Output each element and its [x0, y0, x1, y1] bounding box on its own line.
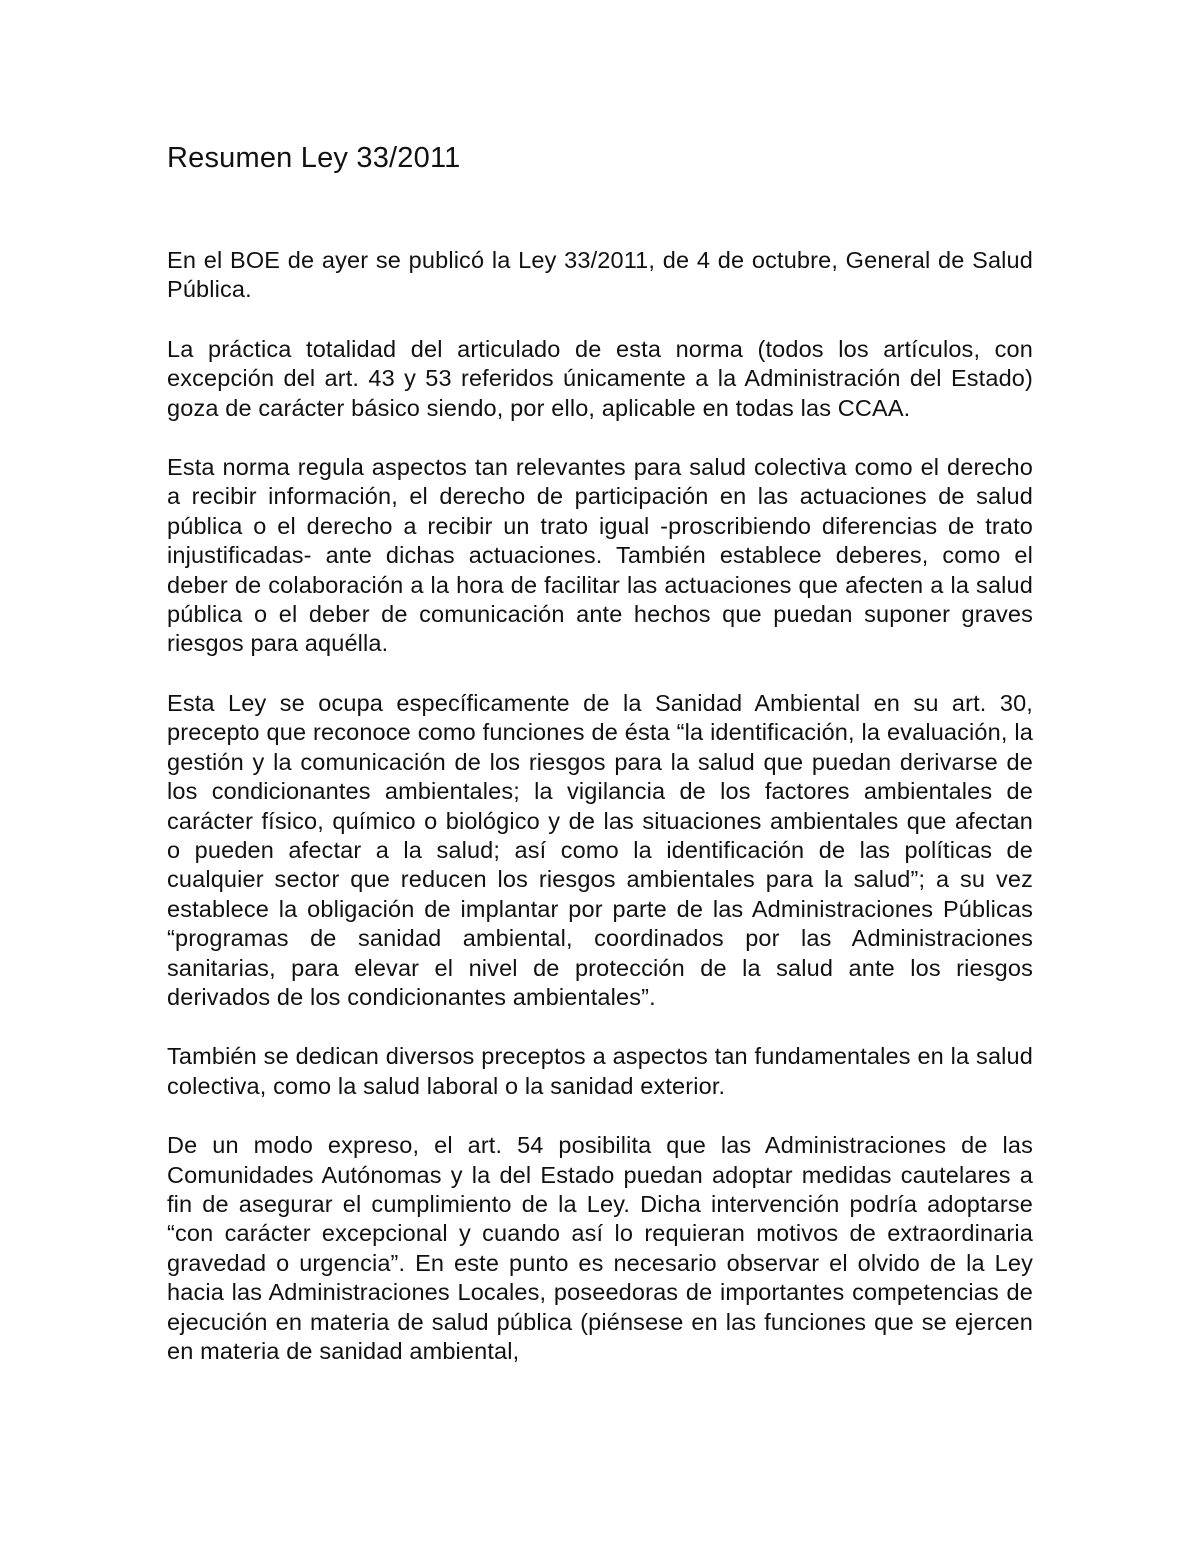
paragraph-occupational-health: También se dedican diversos preceptos a aspectos tan fundamentales en la salud colectiva, como la salud laboral o la sanidad exterior. — [167, 1043, 1033, 1099]
paragraph-precautionary-measures: De un modo expreso, el art. 54 posibilita que las Administraciones de las Comunidades Autónomas y la del Estado puedan adoptar medidas cautelares a fin de asegurar el cumplimiento de la Ley. Dicha intervención podría adoptarse “con carácter excepcional y cuando así lo requieran motivos de extraordinaria gravedad o urgencia”. En este punto es necesario observar el olvido de la Ley hacia las Administraciones Locales, poseedoras de importantes competencias de ejecución en materia de salud pública (piénsese en las funciones que se ejercen en materia de sanidad ambiental, — [167, 1132, 1033, 1364]
paragraph-boe-publication: En el BOE de ayer se publicó la Ley 33/2011, de 4 de octubre, General de Salud Pública. — [167, 247, 1033, 303]
paragraph-rights-duties: Esta norma regula aspectos tan relevantes para salud colectiva como el derecho a recibir información, el derecho de participación en las actuaciones de salud pública o el derecho a recibir un trato igual -proscribiendo diferencias de trato injustificadas- ante dichas actuaciones. También establece deberes, como el deber de colaboración a la hora de facilitar las actuaciones que afecten a la salud pública o el deber de comunicación ante hechos que puedan suponer graves riesgos para aquélla. — [167, 454, 1033, 657]
paragraph-basic-character: La práctica totalidad del articulado de esta norma (todos los artículos, con excepción del art. 43 y 53 referidos únicamente a la Administración del Estado) goza de carácter básico siendo, por ello, aplicable en todas las CCAA. — [167, 335, 1033, 421]
paragraph-environmental-health: Esta Ley se ocupa específicamente de la Sanidad Ambiental en su art. 30, precepto que reconoce como funciones de ésta “la identificación, la evaluación, la gestión y la comunicación de los riesgos para la salud que puedan derivarse de los condicionantes ambientales; la vigilancia de los factores ambientales de carácter físico, químico o biológico y de las situaciones ambientales que afectan o pueden afectar a la salud; así como la identificación de las políticas de cualquier sector que reducen los riesgos ambientales para la salud”; a su vez establece la obligación de implantar por parte de las Administraciones Públicas “programas de sanidad ambiental, coordinados por las Administraciones sanitarias, para elevar el nivel de protección de la salud ante los riesgos derivados de los condicionantes ambientales”. — [167, 689, 1033, 1010]
document-page — [167, 138, 1033, 1366]
document-title: Resumen Ley 33/2011 — [167, 142, 461, 174]
